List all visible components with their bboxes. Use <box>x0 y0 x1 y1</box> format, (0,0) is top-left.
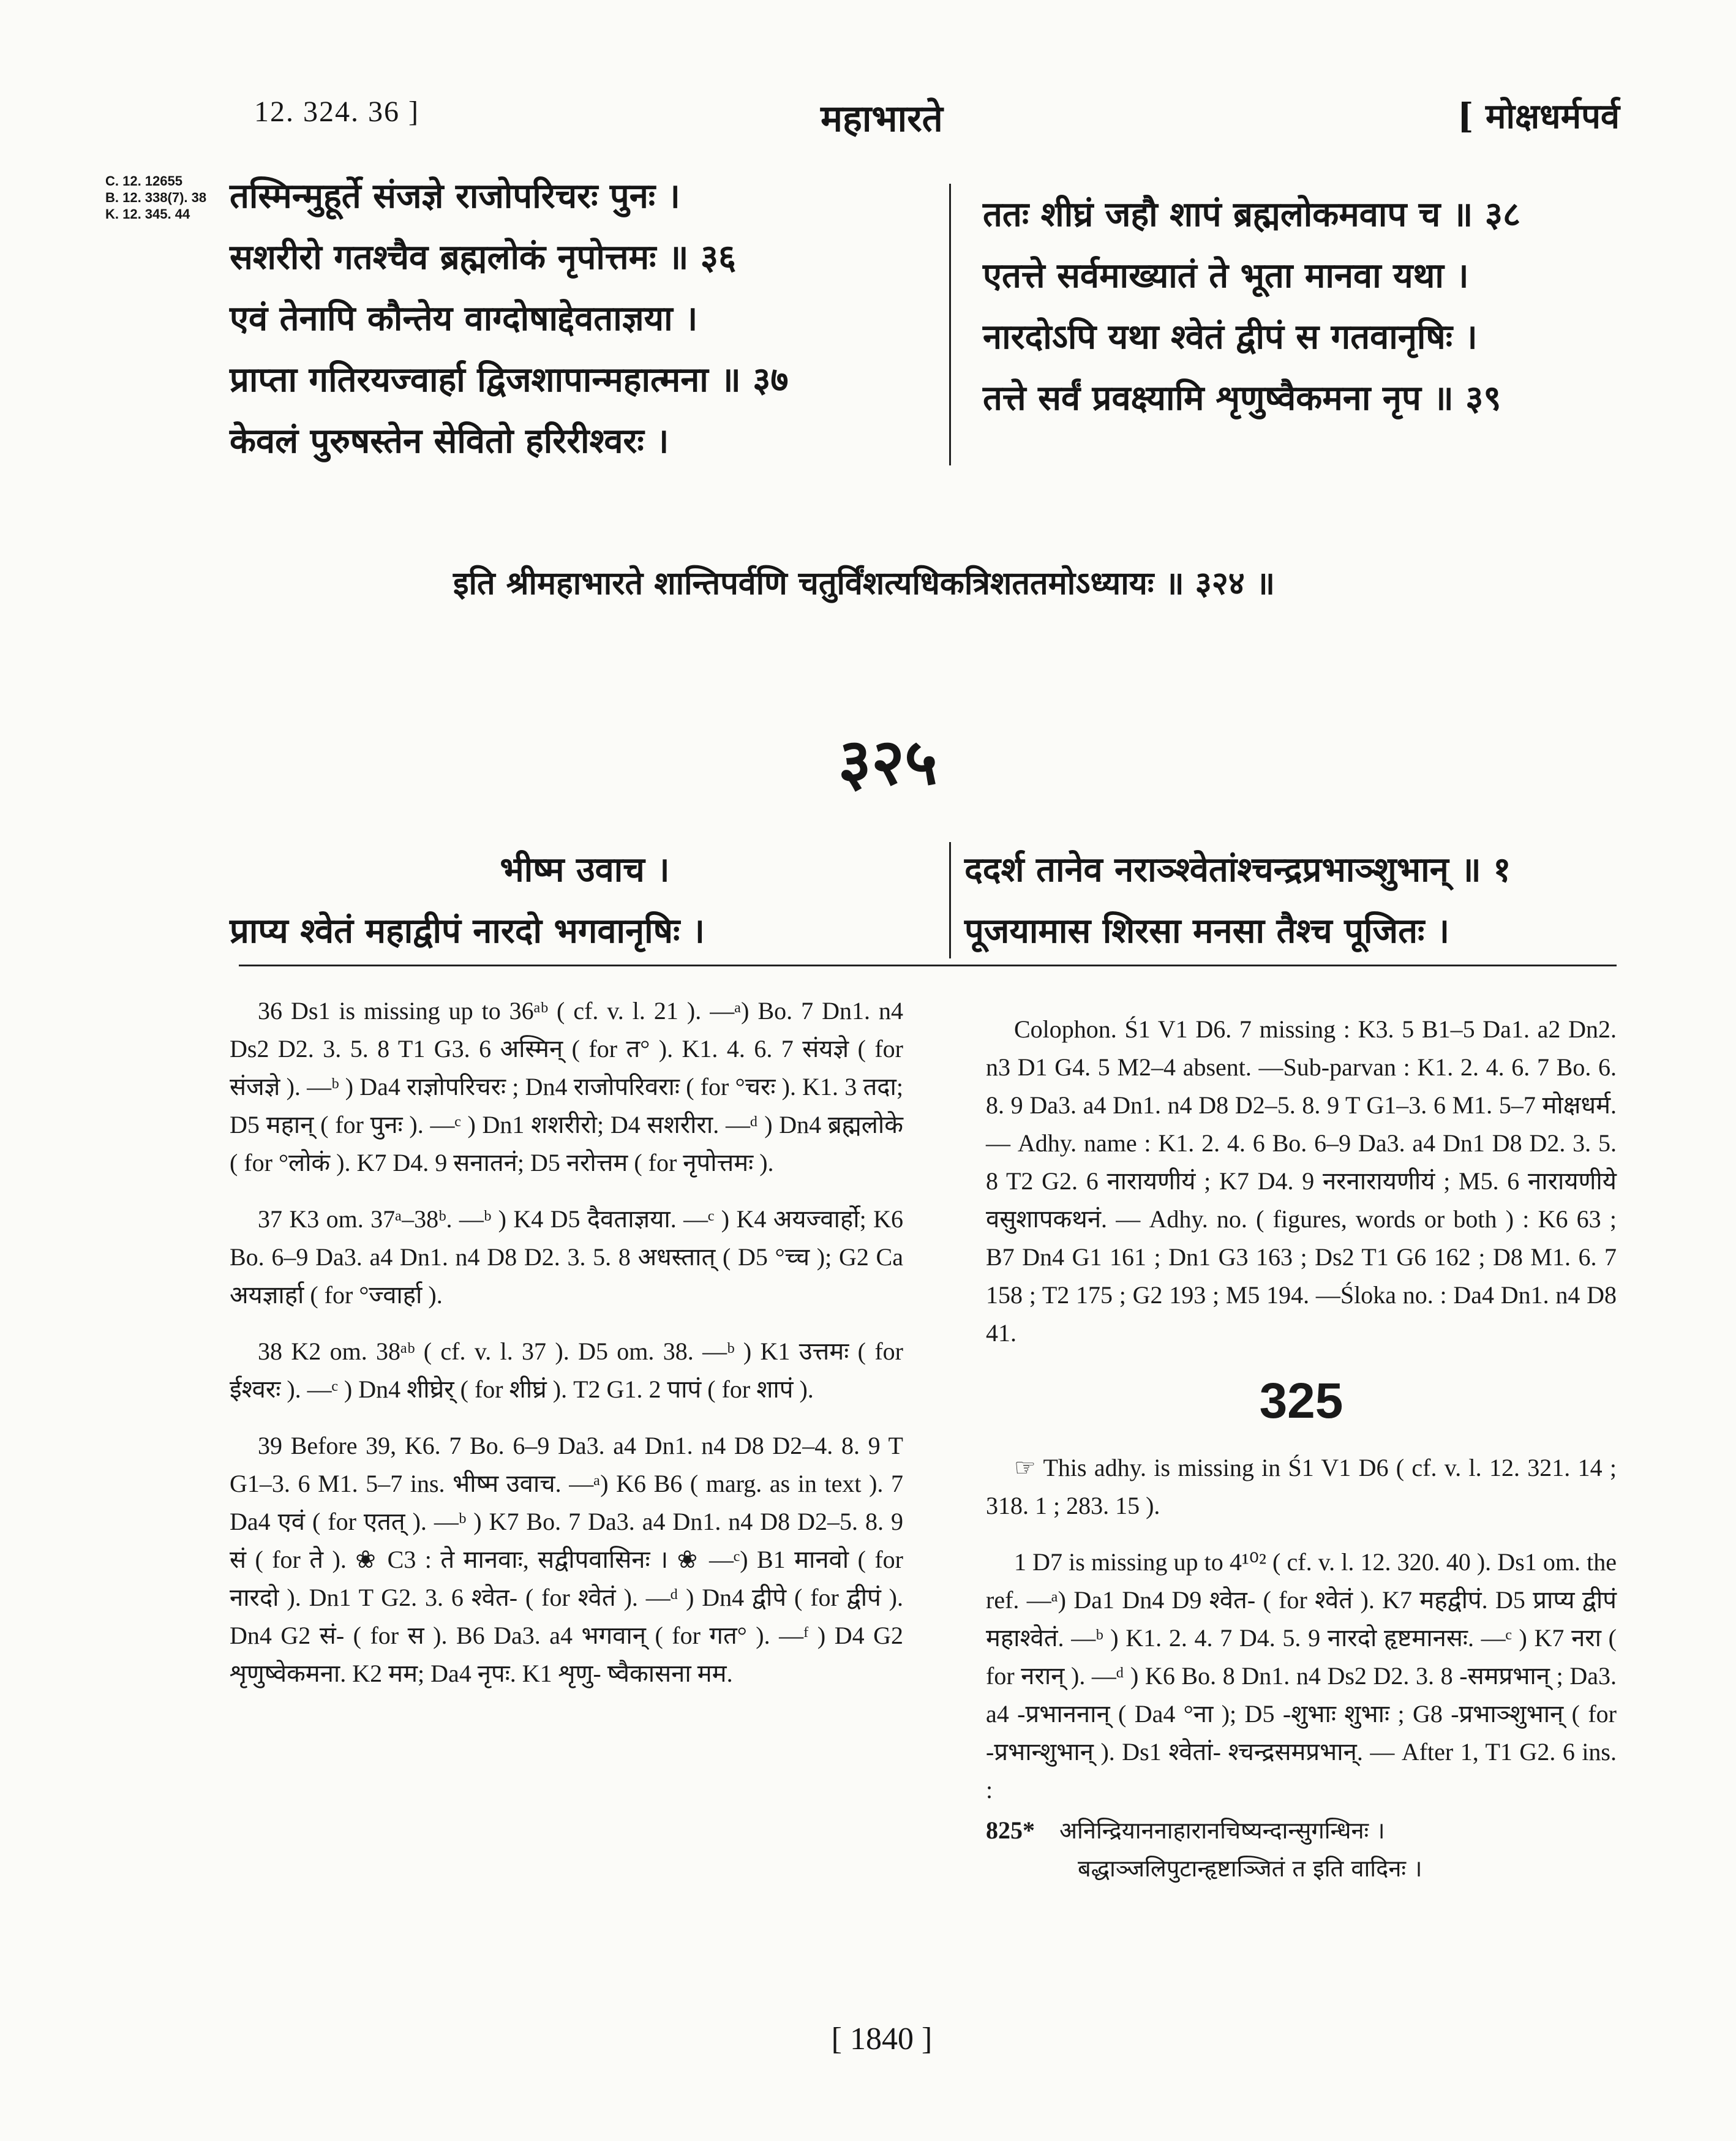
verse-line: सशरीरो गतश्चैव ब्रह्मलोकं नृपोत्तमः ॥ ३६ <box>230 237 737 277</box>
verses-left-column <box>230 165 789 472</box>
verse-line: नारदोऽपि यथा श्वेतं द्वीपं स गतवानृषिः । <box>983 317 1478 357</box>
star-passage-number: 825* <box>986 1816 1035 1844</box>
pointing-hand-icon: ☞ <box>1014 1454 1036 1482</box>
verses-right-column <box>983 184 1520 429</box>
verse-line: तत्ते सर्वं प्रवक्ष्यामि शृणुष्वैकमना नृप ॥ ३९ <box>983 378 1501 418</box>
apparatus-note-38: 38 K2 om. 38ᵃᵇ ( cf. v. l. 37 ). D5 om. 38. —ᵇ ) K1 उत्तमः ( for ईश्वरः ). —ᶜ ) Dn4 शीघ्रेर् ( for शीघ्रं ). T2 G1. 2 पापं ( for शापं ). <box>230 1338 903 1403</box>
ch325-right-column <box>964 839 1511 961</box>
apparatus-right-column <box>986 1010 1617 1887</box>
star-passage <box>986 1812 1617 1887</box>
concordance-k: K. 12. 345. 44 <box>105 206 190 222</box>
apparatus-note-1: 1 D7 is missing up to 4¹⁰² ( cf. v. l. 12. 320. 40 ). Ds1 om. the ref. —ᵃ) Da1 Dn4 D9 श्वेत- ( for श्वेतं ). K7 महद्वीपं. D5 प्राप्य द्वीपं महाश्वेतं. —ᵇ ) K1. 2. 4. 7 D4. 5. 9 नारदो हृष्टमानसः. —ᶜ ) K7 नरा ( for नरान् ). —ᵈ ) K6 Bo. 8 Dn1. n4 Ds2 D2. 3. 8 -समप्रभान् ; Da3. a4 -प्रभाननान् ( Da4 °ना ); D5 -शुभाः शुभाः ; G8 -प्रभाञ्शुभान् ( for -प्रभान्शुभान् ). Ds1 श्वेतां- श्चन्द्रसमप्रभान्. — After 1, T1 G2. 6 ins. : <box>986 1548 1617 1804</box>
concordance-b: B. 12. 338(7). 38 <box>105 190 207 205</box>
verse-line: ततः शीघ्रं जहौ शापं ब्रह्मलोकमवाप च ॥ ३८ <box>983 194 1521 235</box>
missing-note-text: This adhy. is missing in Ś1 V1 D6 ( cf. v. l. 12. 321. 14 ; 318. 1 ; 283. 15 ). <box>986 1454 1617 1519</box>
ch325-left-column <box>230 839 940 961</box>
chapter-number: ३२५ <box>838 724 938 799</box>
verse-line: एतत्ते सर्वमाख्यातं ते भूता मानवा यथा । <box>983 255 1469 296</box>
verse-line: प्राप्य श्वेतं महाद्वीपं नारदो भगवानृषिः । <box>230 911 705 951</box>
verse-line: पूजयामास शिरसा मनसा तैश्च पूजितः । <box>964 911 1450 951</box>
apparatus-left-column <box>230 992 903 1693</box>
colophon-note: Colophon. Ś1 V1 D6. 7 missing : K3. 5 B1–5 Da1. a2 Dn2. n3 D1 G4. 5 M2–4 absent. —Sub-parvan : K1. 2. 4. 6. 7 Bo. 6. 8. 9 Da3. a4 Dn1. n4 D8 D2–5. 8. 9 T G1–3. 6 M1. 5–7 मोक्षधर्म. — Adhy. name : K1. 2. 4. 6 Bo. 6–9 Da3. a4 Dn1 D8 D2. 3. 5. 8 T2 G2. 6 नारायणीयं ; K7 D4. 9 नरनारायणीयं ; M5. 6 नारायणीये वसुशापकथनं. — Adhy. no. ( figures, words or both ) : K6 63 ; B7 Dn4 G1 161 ; Dn1 G3 163 ; Ds2 T1 G6 162 ; D8 M1. 6. 7 158 ; T2 175 ; G2 193 ; M5 194. —Śloka no. : Da4 Dn1. n4 D8 41. <box>986 1015 1617 1347</box>
page-number: [ 1840 ] <box>831 2022 933 2056</box>
apparatus-note-37: 37 K3 om. 37ᵃ–38ᵇ. —ᵇ ) K4 D5 दैवताज्ञया. —ᶜ ) K4 अयज्वार्हो; K6 Bo. 6–9 Da3. a4 Dn1. n4 D8 D2. 3. 5. 8 अधस्तात् ( D5 °च्च ); G2 Ca अयज्ञार्हा ( for °ज्वार्हा ). <box>230 1205 903 1309</box>
running-head-reference: 12. 324. 36 ] <box>254 96 419 128</box>
apparatus-note-39: 39 Before 39, K6. 7 Bo. 6–9 Da3. a4 Dn1. n4 D8 D2–4. 8. 9 T G1–3. 6 M1. 5–7 ins. भीष्म उवाच. —ᵃ) K6 B6 ( marg. as in text ). 7 Da4 एवं ( for एतत् ). —ᵇ ) K7 Bo. 7 Da3. a4 Dn1. n4 D8 D2–5. 8. 9 सं ( for ते ). ❀ C3 : ते मानवाः, सद्वीपवासिनः । ❀ —ᶜ) B1 मानवो ( for नारदो ). Dn1 T G2. 3. 6 श्वेत- ( for श्वेतं ). —ᵈ ) Dn4 द्वीपे ( for द्वीपं ). Dn4 G2 सं- ( for स ). B6 Da3. a4 भगवान् ( for गत° ). —ᶠ ) D4 G2 शृणुष्वेकमना. K2 मम; Da4 नृपः. K1 शृणु- ष्वैकासना मम. <box>230 1432 903 1687</box>
verse-line: प्राप्ता गतिरयज्वार्हा द्विजशापान्महात्मना ॥ ३७ <box>230 359 789 400</box>
speaker-heading: भीष्म उवाच । <box>500 849 670 890</box>
running-head-parvan: [ मोक्षधर्मपर्व <box>1457 96 1620 137</box>
concordance-refs <box>105 173 206 222</box>
apparatus-note-36: 36 Ds1 is missing up to 36ᵃᵇ ( cf. v. l. 21 ). —ᵃ) Bo. 7 Dn1. n4 Ds2 D2. 3. 5. 8 T1 G3. 6 अस्मिन् ( for त° ). K1. 4. 6. 7 संयज्ञे ( for संजज्ञे ). —ᵇ ) Da4 राज्ञोपरिचरः ; Dn4 राजोपरिवराः ( for °चरः ). K1. 3 तदा; D5 महान् ( for पुनः ). —ᶜ ) Dn1 शशरीरो; D4 सशरीरा. —ᵈ ) Dn4 ब्रह्मलोके ( for °लोकं ). K7 D4. 9 सनातनं; D5 नरोत्तम ( for नृपोत्तमः ). <box>230 997 903 1176</box>
adhyaya-number-325: 325 <box>1259 1373 1343 1429</box>
chapter-colophon: इति श्रीमहाभारते शान्तिपर्वणि चतुर्विंशत्यधिकत्रिशततमोऽध्यायः ॥ ३२४ ॥ <box>453 565 1276 602</box>
column-divider <box>949 842 951 958</box>
verse-line: तस्मिन्मुहूर्ते संजज्ञे राजोपरिचरः पुनः । <box>230 176 680 216</box>
verse-line: एवं तेनापि कौन्तेय वाग्दोषाद्देवताज्ञया । <box>230 298 698 339</box>
running-head-title: महाभारते <box>821 97 943 140</box>
star-passage-line: अनिन्द्रियाननाहारानचिष्यन्दान्सुगन्धिनः । <box>1059 1817 1385 1844</box>
missing-note <box>986 1449 1617 1525</box>
concordance-c: C. 12. 12655 <box>105 173 182 189</box>
verse-line: ददर्श तानेव नराञ्श्वेतांश्चन्द्रप्रभाञ्शुभान् ॥ १ <box>964 849 1511 890</box>
verse-line: केवलं पुरुषस्तेन सेवितो हरिरीश्वरः । <box>230 421 669 461</box>
column-divider <box>949 184 951 465</box>
apparatus-rule <box>239 965 1617 966</box>
star-passage-line: बद्धाञ्जलिपुटान्हृष्टाञ्जितं त इति वादिनः । <box>1078 1855 1422 1882</box>
